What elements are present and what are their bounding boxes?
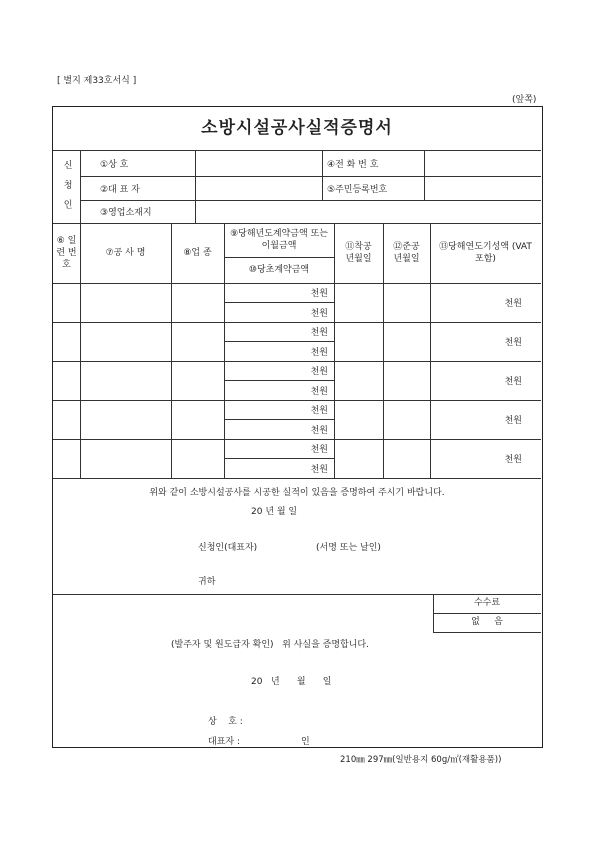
- certification-representative-label: 대표자 :: [208, 736, 240, 747]
- phone-field[interactable]: [425, 151, 540, 175]
- row-performance: 천원: [504, 299, 522, 309]
- request-date: 20 년 월 일: [251, 506, 298, 517]
- row-amount-bottom: 천원: [310, 464, 328, 475]
- phone-label: ④전 화 번 호: [327, 159, 379, 170]
- trade-name-label: ①상 호: [100, 159, 129, 170]
- certification-seal: 인: [301, 736, 310, 747]
- row-amount-bottom: 천원: [310, 425, 328, 436]
- row-amount-bottom: 천원: [310, 386, 328, 397]
- request-signature-note: (서명 또는 날인): [316, 542, 381, 553]
- rule: [322, 150, 323, 200]
- request-applicant-label: 신청인(대표자): [198, 542, 258, 553]
- form-title: 소방시설공사실적증명서: [201, 118, 393, 139]
- header-contract-amount: ⑨당해년도계약금액 또는 이월금액: [230, 228, 328, 251]
- fee-label: 수수료: [473, 598, 501, 609]
- business-address-label: ③영업소재지: [100, 208, 152, 218]
- trade-name-field[interactable]: [196, 151, 321, 175]
- certification-trade-label: 상 호 :: [208, 716, 243, 727]
- certificate-form: [52, 106, 543, 748]
- header-completion-date: ⑫준공 년월일: [393, 241, 420, 264]
- row-amount-top: 천원: [310, 367, 328, 377]
- rule: [433, 632, 541, 633]
- request-addressee: 귀하: [198, 576, 216, 587]
- row-amount-top: 천원: [310, 328, 328, 338]
- business-address-field[interactable]: [196, 201, 540, 222]
- header-performance-amount: ⑬당해연도기성액 (VAT포함): [439, 241, 532, 264]
- form-number: [ 별지 제33호서식 ]: [57, 76, 137, 86]
- request-statement: 위와 같이 소방시설공사를 시공한 실적이 있음을 증명하여 주시기 바랍니다.: [149, 487, 445, 498]
- applicant-group-label: 신 청 인: [61, 160, 72, 213]
- row-performance: 천원: [504, 416, 522, 426]
- row-amount-bottom: 천원: [310, 308, 328, 319]
- representative-label: ②대 표 자: [100, 184, 140, 195]
- row-amount-bottom: 천원: [310, 347, 328, 358]
- row-performance: 천원: [504, 338, 522, 348]
- row-amount-top: 천원: [310, 445, 328, 455]
- certification-date: 20 년 월 일: [251, 676, 332, 687]
- paper-spec-footer: 210㎜ 297㎜(일반용지 60g/㎡(재활용품)): [340, 755, 502, 765]
- row-amount-top: 천원: [310, 406, 328, 416]
- row-performance: 천원: [504, 455, 522, 465]
- representative-field[interactable]: [196, 177, 321, 199]
- certification-statement: (발주자 및 원도급자 확인) 위 사실을 증명합니다.: [171, 639, 369, 650]
- rule: [53, 478, 541, 479]
- row-amount-top: 천원: [310, 289, 328, 299]
- header-initial-contract: ⑩당초계약금액: [248, 264, 310, 275]
- resident-number-label: ⑤주민등록번호: [327, 184, 388, 195]
- rule: [80, 150, 81, 223]
- header-start-date: ⑪착공 년월일: [345, 241, 372, 264]
- header-business-type: ⑧업 종: [183, 247, 212, 258]
- header-serial: ⑥ 일련 번호: [56, 235, 77, 271]
- resident-number-field[interactable]: [425, 177, 540, 199]
- row-performance: 천원: [504, 377, 522, 387]
- header-project-name: ⑦공 사 명: [105, 247, 146, 258]
- fee-value: 없 음: [471, 617, 503, 628]
- page-side-label: (앞쪽): [512, 95, 537, 105]
